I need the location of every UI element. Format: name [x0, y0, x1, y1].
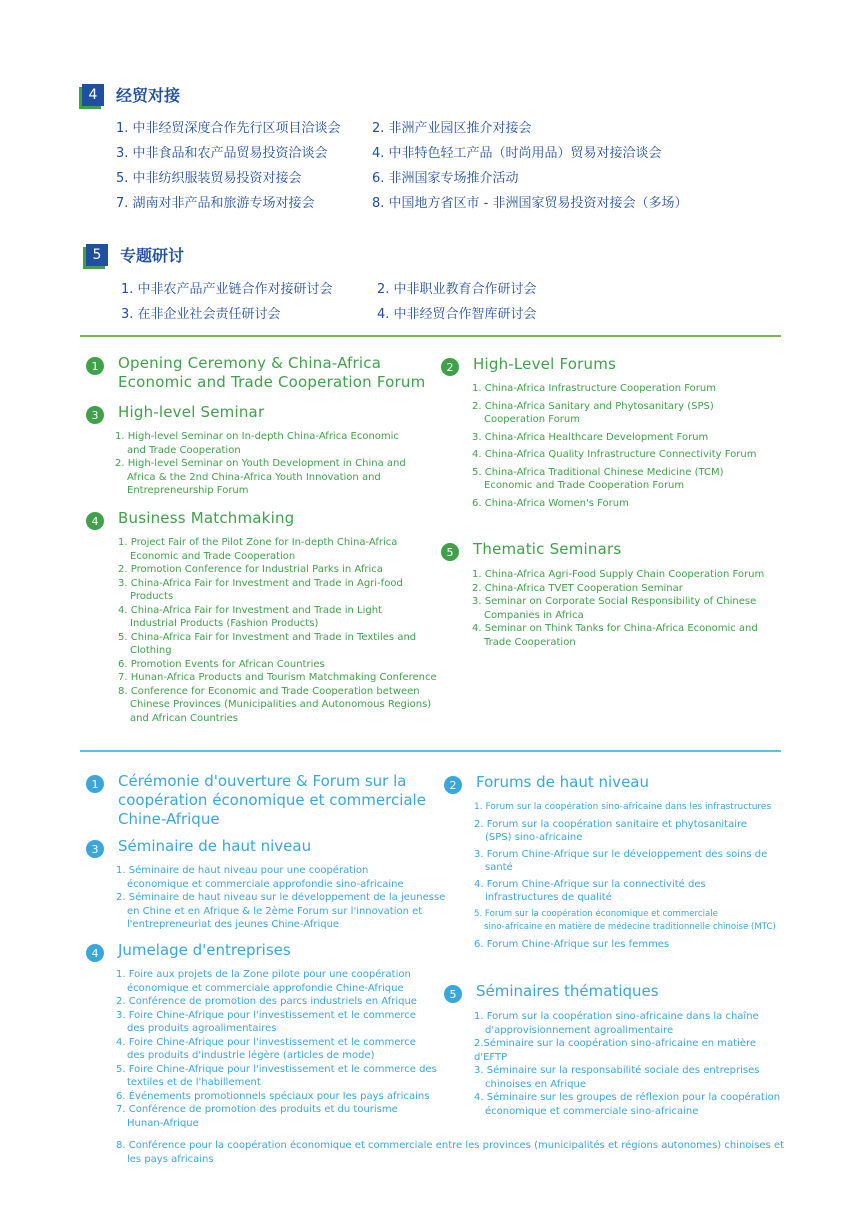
list-item: 1. Forum sur la coopération sino-africaine dans la chaîne d'approvisionnement agroalimentaire [474, 1011, 759, 1036]
list-item: 3. 中非食品和农产品贸易投资洽谈会 [116, 146, 328, 161]
block-list [474, 801, 784, 951]
list-item: 1. Séminaire de haut niveau pour une coopération économique et commerciale approfondie sino-africaine [116, 865, 404, 890]
list-item: 6. China-Africa Women's Forum [472, 497, 629, 509]
list-item: 4. 中非经贸合作智库研讨会 [377, 307, 537, 322]
section-title: 经贸对接 [116, 86, 181, 105]
list-item: 6. Événements promotionnels spéciaux pour les pays africains [116, 1090, 430, 1102]
fr-block-5 [444, 982, 784, 1118]
number-circle: 5 [441, 543, 459, 561]
list-item: 2. Séminaire de haut niveau sur le développement de la jeunesse en Chine et en Afrique & le 2ème Forum sur l'innovation et l'entrepreneuriat des jeunes Chine-Afrique [116, 892, 446, 930]
block-title: Jumelage d'entreprises [118, 941, 291, 959]
number-circle: 2 [444, 776, 462, 794]
block-title: Thematic Seminars [473, 540, 622, 558]
list-item: 4. 中非特色轻工产品（时尚用品）贸易对接洽谈会 [372, 146, 662, 161]
list-item: 3. China-Africa Healthcare Development Forum [472, 431, 709, 443]
list-item: 5. China-Africa Traditional Chinese Medicine (TCM) Economic and Trade Cooperation Forum [472, 466, 724, 491]
list-item: 4. China-Africa Quality Infrastructure Connectivity Forum [472, 449, 757, 460]
list-item: 5. Foire Chine-Afrique pour l'investissement et le commerce des textiles et de l'habillement [116, 1063, 437, 1088]
block-list [118, 536, 446, 725]
section-number-badge: 4 [82, 84, 104, 106]
section-title: 专题研讨 [120, 246, 185, 265]
cn-section-5-list [121, 280, 797, 324]
number-circle: 1 [86, 357, 104, 375]
block-list [474, 1010, 784, 1118]
list-item: 7. Hunan-Africa Products and Tourism Matchmaking Conference [118, 672, 437, 683]
list-item: 7. Conférence de promotion des produits et du tourisme Hunan-Afrique [116, 1104, 398, 1129]
section-number-badge: 5 [86, 244, 108, 266]
list-item: 1. Project Fair of the Pilot Zone for In-depth China-Africa Economic and Trade Cooperation [118, 537, 398, 562]
en-block-4 [86, 509, 446, 725]
list-item: 3. Seminar on Corporate Social Responsibility of Chinese Companies in Africa [472, 596, 757, 621]
cn-section-4-list [116, 119, 792, 213]
en-block-2 [441, 355, 781, 510]
block-list [115, 430, 436, 498]
list-item: 5. Forum sur la coopération économique et commerciale sino-africaine en matière de médecine traditionnelle chinoise (MTC) [474, 908, 776, 932]
fr-block-3 [86, 837, 446, 932]
fr-block-4 [86, 941, 446, 1130]
list-item: 5. China-Africa Fair for Investment and Trade in Textiles and Clothing [118, 631, 417, 656]
fr-block-1 [86, 772, 436, 829]
list-item: 3. China-Africa Fair for Investment and Trade in Agri-food Products [118, 577, 403, 602]
list-item: 1. Forum sur la coopération sino-africaine dans les infrastructures [474, 802, 772, 812]
divider-blue [80, 750, 781, 752]
block-list [116, 968, 446, 1130]
fr-block-2 [444, 773, 784, 951]
block-title: High-Level Forums [473, 355, 617, 373]
block-title: Séminaire de haut niveau [118, 837, 312, 855]
number-circle: 5 [444, 985, 462, 1003]
list-item: 1. 中非经贸深度合作先行区项目洽谈会 [116, 121, 341, 136]
list-item: 3. 在非企业社会责任研讨会 [121, 307, 281, 322]
cn-section-5-header [86, 243, 184, 266]
list-item: 8. 中国地方省区市 - 非洲国家贸易投资对接会（多场） [372, 196, 688, 211]
block-list [116, 864, 446, 932]
list-item: 8. Conférence pour la coopération économique et commerciale entre les provinces (municipalités et régions autonomes) chinoises et les pays africains [116, 1140, 785, 1165]
list-item: 6. Promotion Events for African Countries [118, 658, 325, 670]
list-item: 2. Conférence de promotion des parcs industriels en Afrique [116, 996, 417, 1007]
list-item: 2. High-level Seminar on Youth Development in China and Africa & the 2nd China-Africa Youth Innovation and Entrepreneurship Forum [115, 458, 406, 496]
list-item: 6. 非洲国家专场推介活动 [372, 171, 519, 186]
list-item: 3. Forum Chine-Afrique sur le développement des soins de santé [474, 848, 768, 873]
number-circle: 3 [86, 840, 104, 858]
list-item: 2. China-Africa TVET Cooperation Seminar [472, 582, 683, 594]
list-item: 4. Forum Chine-Afrique sur la connectivité des infrastructures de qualité [474, 878, 706, 903]
list-item: 2. 中非职业教育合作研讨会 [377, 282, 537, 297]
en-block-5 [441, 540, 781, 649]
number-circle: 2 [441, 358, 459, 376]
list-item: 4. Foire Chine-Afrique pour l'investissement et le commerce des produits d'industrie légère (articles de mode) [116, 1036, 416, 1061]
block-list [472, 568, 781, 649]
block-list [472, 382, 781, 510]
number-circle: 3 [86, 406, 104, 424]
list-item: 5. 中非纺织服装贸易投资对接会 [116, 171, 302, 186]
list-item: 7. 湖南对非产品和旅游专场对接会 [116, 196, 315, 211]
number-circle: 1 [86, 775, 104, 793]
list-item: 2. Forum sur la coopération sanitaire et phytosanitaire (SPS) sino-africaine [474, 818, 748, 843]
list-item: 1. China-Africa Agri-Food Supply Chain Cooperation Forum [472, 569, 765, 580]
list-item: 1. China-Africa Infrastructure Cooperation Forum [472, 383, 716, 394]
list-item: 3. Séminaire sur la responsabilité sociale des entreprises chinoises en Afrique [474, 1065, 760, 1090]
list-item: 1. High-level Seminar on In-depth China-Africa Economic and Trade Cooperation [115, 431, 399, 456]
divider-green [80, 335, 781, 337]
number-circle: 4 [86, 512, 104, 530]
block-title: Séminaires thématiques [476, 982, 659, 1000]
list-item: 2. China-Africa Sanitary and Phytosanitary (SPS) Cooperation Forum [472, 400, 714, 425]
list-item: 4. Séminaire sur les groupes de réflexion pour la coopération économique et commerciale sino-africaine [474, 1092, 781, 1117]
cn-section-4-header [82, 83, 180, 106]
block-title: Cérémonie d'ouverture & Forum sur la coopération économique et commerciale Chine-Afrique [118, 772, 426, 828]
list-item: 8. Conference for Economic and Trade Cooperation between Chinese Provinces (Municipalities and Autonomous Regions) and African Countries [118, 685, 432, 724]
fr-block-4-item-8 [116, 1139, 806, 1166]
number-circle: 4 [86, 944, 104, 962]
list-item: 2.Séminaire sur la coopération sino-africaine en matière d'EFTP [474, 1038, 757, 1063]
block-title: Forums de haut niveau [476, 773, 649, 791]
list-item: 2. 非洲产业园区推介对接会 [372, 121, 532, 136]
list-item: 1. Foire aux projets de la Zone pilote pour une coopération économique et commerciale approfondie Chine-Afrique [116, 969, 411, 994]
block-title: Business Matchmaking [118, 509, 295, 527]
list-item: 4. China-Africa Fair for Investment and Trade in Light Industrial Products (Fashion Products) [118, 604, 382, 629]
block-title: Opening Ceremony & China-Africa Economic and Trade Cooperation Forum [118, 354, 426, 391]
en-block-1 [86, 354, 436, 392]
en-block-3 [86, 403, 436, 498]
list-item: 6. Forum Chine-Afrique sur les femmes [474, 938, 670, 950]
list-item: 2. Promotion Conference for Industrial Parks in Africa [118, 564, 383, 575]
list-item: 3. Foire Chine-Afrique pour l'investissement et le commerce des produits agroalimentaires [116, 1009, 416, 1034]
list-item: 4. Seminar on Think Tanks for China-Africa Economic and Trade Cooperation [472, 623, 758, 648]
block-title: High-level Seminar [118, 403, 265, 421]
list-item: 1. 中非农产品产业链合作对接研讨会 [121, 282, 333, 297]
